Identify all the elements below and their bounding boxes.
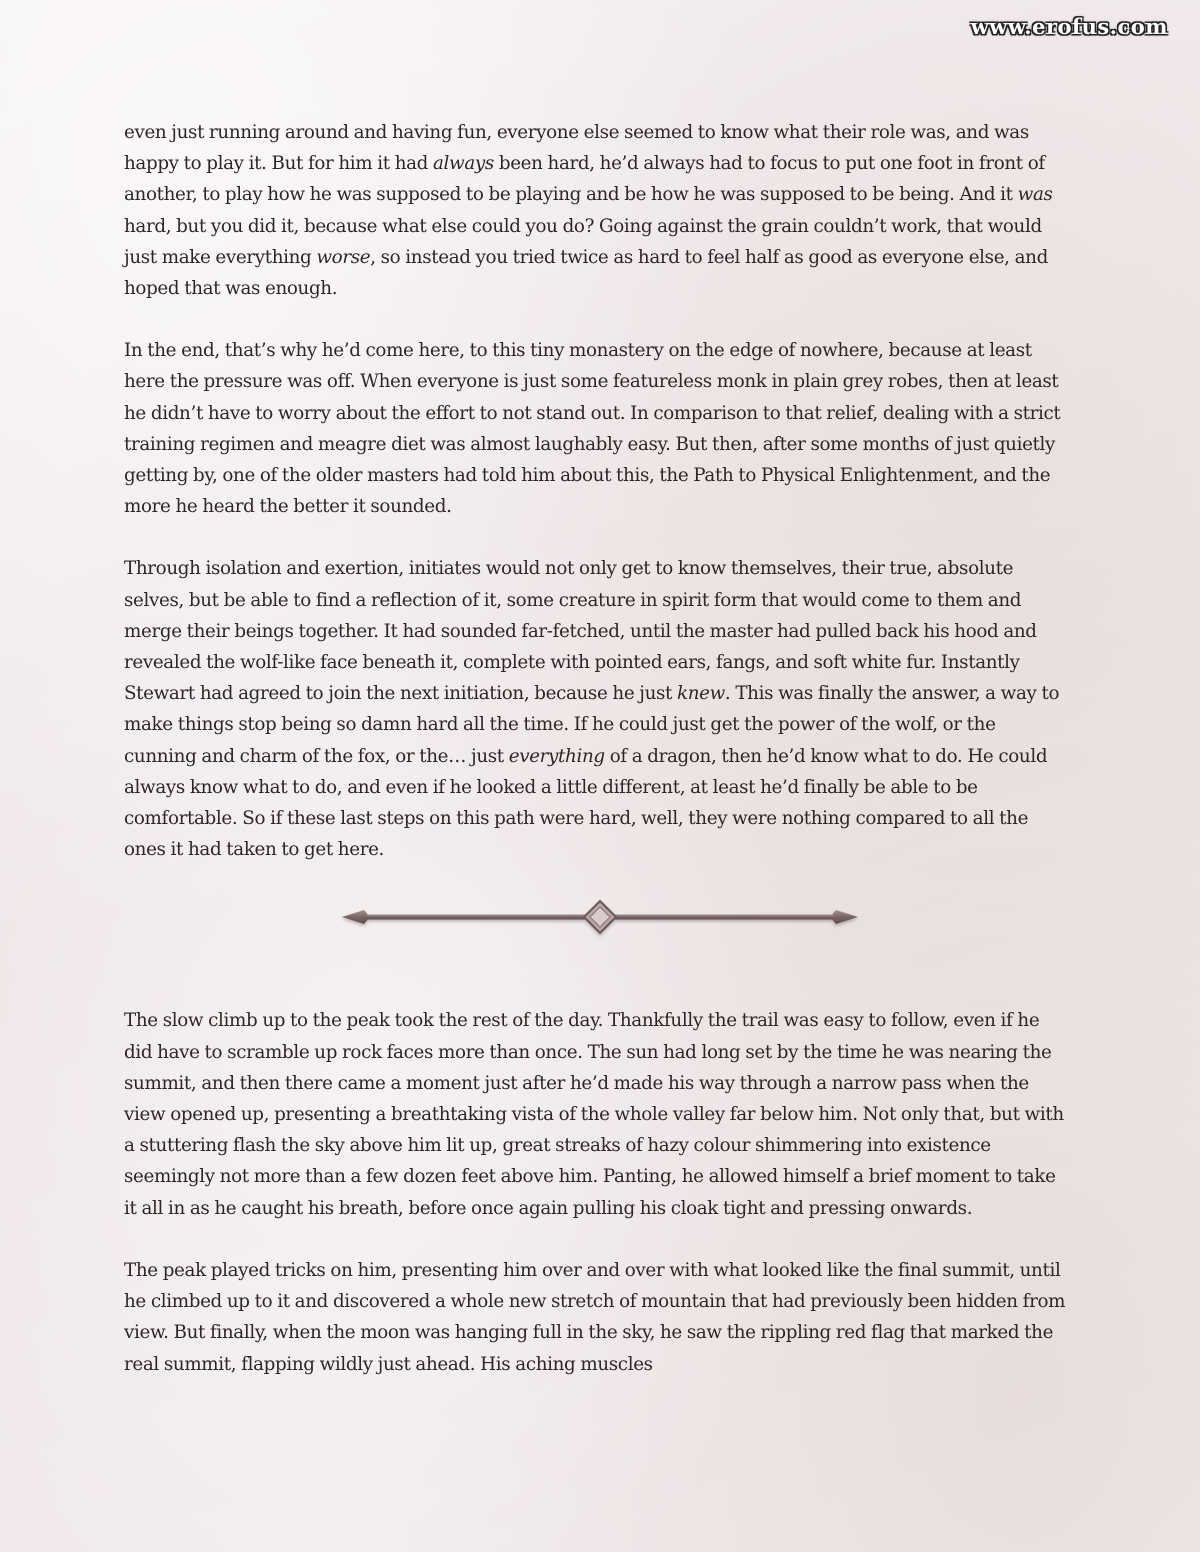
text-run: , so instead you tried twice as hard to feel half as good as everyone else, and hoped that was enough.	[124, 246, 1048, 300]
text-run: The peak played tricks on him, presenting him over and over with what looked like the final summit, until he climbed up to it and discovered a whole new stretch of mountain that had previously been hidden from view. But finally, when the moon was hanging full in the sky, he saw the rippling red flag that marked the real summit, flapping wildly just ahead. His aching muscles	[124, 1259, 1066, 1375]
emphasis-text: knew	[676, 683, 725, 705]
emphasis-text: worse	[316, 246, 371, 268]
page-body	[124, 117, 1072, 1380]
ornament-divider-icon	[340, 895, 860, 939]
text-run: In the end, that’s why he’d come here, to this tiny monastery on the edge of nowhere, because at least here the pressure was off. When everyone is just some featureless monk in plain grey robes, then at least he didn’t have to worry about the effort to not stand out. In comparison to that relief, dealing with a strict training regimen and meagre diet was almost laughably easy. But then, after some months of just quietly getting by, one of the older masters had told him about this, the Path to Physical Enlightenment, and the more he heard the better it sounded.	[124, 340, 1061, 518]
paragraph	[124, 117, 1072, 304]
text-run: of a dragon, then he’d know what to do. He could always know what to do, and even if he looked a little different, at least he’d finally be able to be comfortable. So if these last steps on this path were hard, well, they were nothing compared to all the ones it had taken to get here.	[124, 745, 1048, 861]
paragraph	[124, 1255, 1072, 1380]
text-run: hard, but you did it, because what else could you do? Going against the grain couldn’t work, that would just make everything	[124, 215, 1042, 268]
site-watermark: www.erofus.com	[970, 14, 1168, 39]
paragraph	[124, 553, 1072, 865]
text-run: been hard, he’d always had to focus to put one foot in front of another, to play how he was supposed to be playing and be how he was supposed to be being. And it	[124, 153, 1045, 206]
emphasis-text: was	[1017, 184, 1053, 206]
section-divider	[124, 895, 1072, 959]
paragraph	[124, 1005, 1072, 1223]
paragraph	[124, 335, 1072, 522]
text-run: even just running around and having fun, everyone else seemed to know what their role was, and was happy to play it. But for him it had	[124, 122, 1029, 175]
text-run: The slow climb up to the peak took the rest of the day. Thankfully the trail was easy to follow, even if he did have to scramble up rock faces more than once. The sun had long set by the time he was nearing the summit, and then there came a moment just after he’d made his way through a narrow pass when the view opened up, presenting a breathtaking vista of the whole valley far below him. Not only that, but with a stuttering flash the sky above him lit up, great streaks of hazy colour shimmering into existence seemingly not more than a few dozen feet above him. Panting, he allowed himself a brief moment to take it all in as he caught his breath, before once again pulling his cloak tight and pressing onwards.	[124, 1010, 1064, 1219]
emphasis-text: everything	[508, 745, 605, 767]
text-run: Through isolation and exertion, initiates would not only get to know themselves, their true, absolute selves, but be able to find a reflection of it, some creature in spirit form that would come to them and merge their beings together. It had sounded far-fetched, until the master had pulled back his hood and revealed the wolf-like face beneath it, complete with pointed ears, fangs, and soft white fur. Instantly Stewart had agreed to join the next initiation, because he just	[124, 558, 1037, 705]
emphasis-text: always	[432, 153, 494, 175]
text-run: . This was finally the answer, a way to make things stop being so damn hard all the time. If he could just get the power of the wolf, or the cunning and charm of the fox, or the… just	[124, 683, 1060, 767]
